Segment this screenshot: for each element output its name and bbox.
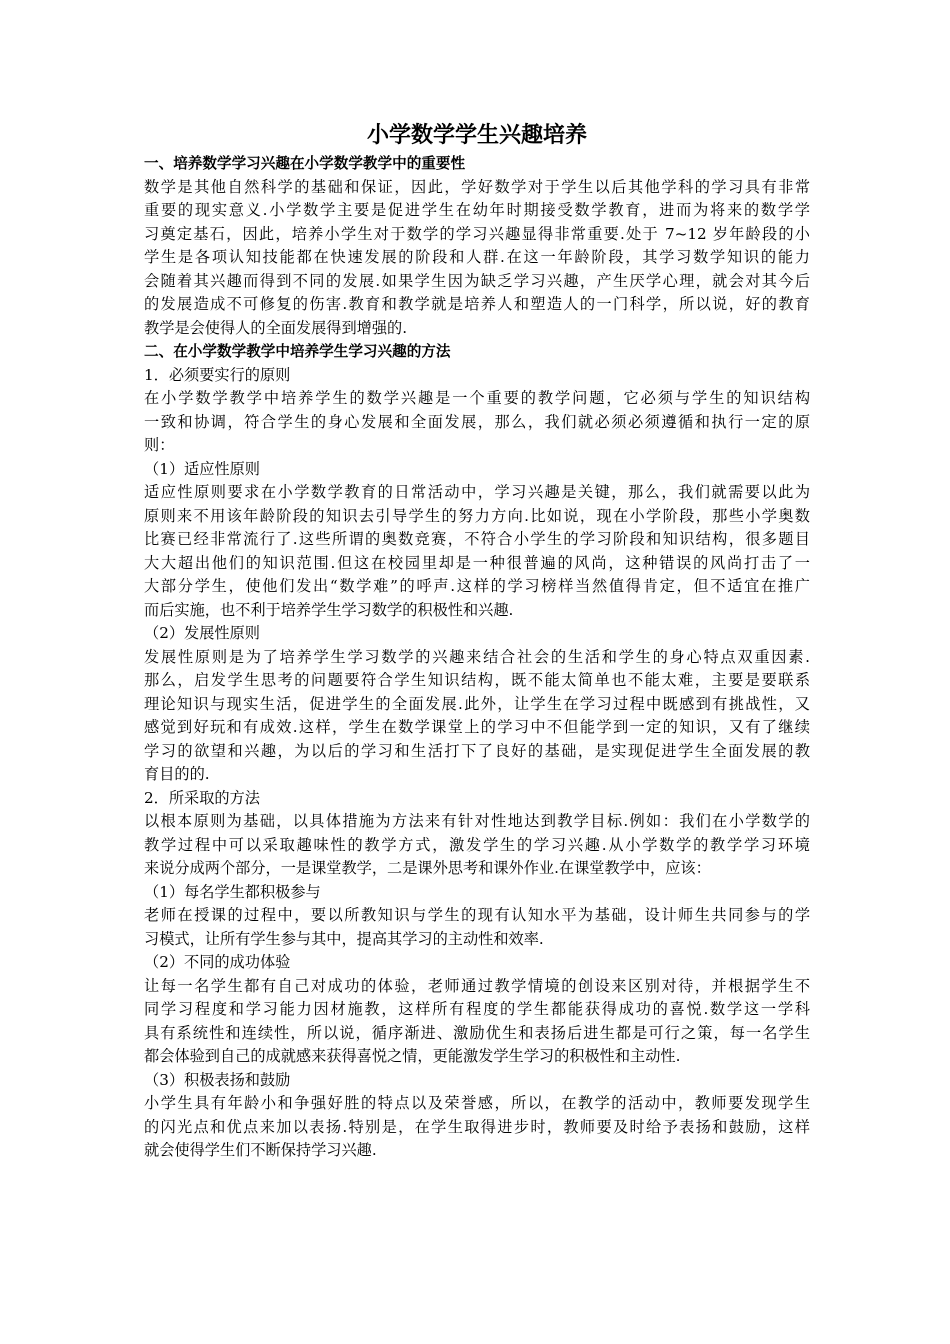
paragraph-line: 同学习程度和学习能力因材施教，这样所有程度的学生都能获得成功的喜悦.数学这一学科: [144, 1000, 810, 1018]
paragraph-line: 则：: [144, 436, 175, 454]
paragraph-line: 数学是其他自然科学的基础和保证，因此，学好数学对于学生以后其他学科的学习具有非常: [144, 177, 810, 196]
document-page: [144, 120, 810, 1163]
paragraph-line: 来说分成两个部分，一是课堂教学，二是课外思考和课外作业.在课堂教学中，应该：: [144, 859, 711, 877]
paragraph-line: 一致和协调，符合学生的身心发展和全面发展，那么，我们就必须必须遵循和执行一定的原: [144, 412, 810, 431]
item-heading-success-experience: （2）不同的成功体验: [144, 953, 291, 971]
paragraph-line: 老师在授课的过程中，要以所教知识与学生的现有认知水平为基础，设计师生共同参与的学: [144, 906, 810, 924]
item-heading-praise: （3）积极表扬和鼓励: [144, 1070, 291, 1089]
section-1-paragraph: [144, 176, 810, 341]
paragraph-line: 让每一名学生都有自己对成功的体验，老师通过教学情境的创设来区别对待，并根据学生不: [144, 976, 810, 995]
paragraph-line: 都会体验到自己的成就感来获得喜悦之情，更能激发学生学习的积极性和主动性.: [144, 1047, 681, 1065]
paragraph-line: 以根本原则为基础，以具体措施为方法来有针对性地达到教学目标.例如：我们在小学数学的: [144, 812, 810, 830]
section-2-heading: 二、在小学数学教学中培养学生学习兴趣的方法: [144, 343, 451, 360]
paragraph-line: 会随着其兴趣而得到不同的发展.如果学生因为缺乏学习兴趣，产生厌学心理，就会对其今后: [144, 271, 810, 290]
paragraph-line: 育目的的.: [144, 765, 210, 783]
paragraph-line: 大大超出他们的知识范围.但这在校园里却是一种很普遍的风尚，这种错误的风尚打击了一: [144, 553, 810, 572]
paragraph-line: 教学过程中可以采取趣味性的教学方式，激发学生的学习兴趣.从小学数学的教学学习环境: [144, 835, 810, 854]
paragraph-line: 感觉到好玩和有成效.这样，学生在数学课堂上的学习中不但能学到一定的知识，又有了继续: [144, 718, 810, 736]
item-paragraph-praise: [144, 1092, 810, 1163]
paragraph-line: 而后实施，也不利于培养学生学习数学的积极性和兴趣.: [144, 600, 514, 619]
paragraph-line: 大部分学生，使他们发出“数学难”的呼声.这样的学习榜样当然值得肯定，但不适宜在推广: [144, 577, 810, 595]
section-1-heading: 一、培养数学学习兴趣在小学数学教学中的重要性: [144, 155, 466, 172]
paragraph-line: 原则来不用该年龄阶段的知识去引导学生的努力方向.比如说，现在小学阶段，那些小学奥数: [144, 506, 810, 525]
item-paragraph-success-experience: [144, 975, 810, 1069]
paragraph-line: 具有系统性和连续性，所以说，循序渐进、激励优生和表扬后进生都是可行之策，每一名学生: [144, 1023, 810, 1042]
paragraph-line: 重要的现实意义.小学数学主要是促进学生在幼年时期接受数学教育，进而为将来的数学学: [144, 201, 810, 219]
paragraph-line: 那么，启发学生思考的问题要符合学生知识结构，既不能太简单也不能太难，主要是要联系: [144, 671, 810, 689]
item-paragraph-participation: [144, 904, 810, 951]
item-heading-participation: （1）每名学生都积极参与: [144, 882, 321, 901]
paragraph-line: 教学是会使得人的全面发展得到增强的.: [144, 318, 408, 337]
item-heading-adaptability: （1）适应性原则: [144, 459, 260, 478]
paragraph-line: 理论知识与现实生活，促进学生的全面发展.此外，让学生在学习过程中既感到有挑战性，又: [144, 694, 810, 713]
paragraph-line: 比赛已经非常流行了.这些所谓的奥数竞赛，不符合小学生的学习阶段和知识结构，很多题目: [144, 530, 810, 548]
paragraph-line: 在小学数学教学中培养学生的数学兴趣是一个重要的教学问题，它必须与学生的知识结构: [144, 389, 810, 407]
paragraph-line: 发展性原则是为了培养学生学习数学的兴趣来结合社会的生活和学生的身心特点双重因素.: [144, 647, 810, 666]
paragraph-line: 就会使得学生们不断保持学习兴趣.: [144, 1141, 377, 1159]
paragraph-line: 学习的欲望和兴趣，为以后的学习和生活打下了良好的基础，是实现促进学生全面发展的教: [144, 741, 810, 760]
paragraph-line: 学生是各项认知技能都在快速发展的阶段和人群.在这一年龄阶段，其学习数学知识的能力: [144, 248, 810, 266]
part-1-paragraph: [144, 387, 810, 458]
paragraph-line: 的发展造成不可修复的伤害.教育和教学就是培养人和塑造人的一门科学，所以说，好的教育: [144, 295, 810, 313]
paragraph-line: 的闪光点和优点来加以表扬.特别是，在学生取得进步时，教师要及时给予表扬和鼓励，这样: [144, 1117, 810, 1136]
paragraph-line: 习模式，让所有学生参与其中，提高其学习的主动性和效率.: [144, 929, 544, 948]
part-2-heading: 2．所采取的方法: [144, 788, 260, 807]
item-paragraph-adaptability: [144, 481, 810, 622]
document-title: 小学数学学生兴趣培养: [366, 123, 587, 148]
item-paragraph-development: [144, 646, 810, 787]
paragraph-line: 适应性原则要求在小学数学教育的日常活动中，学习兴趣是关键，那么，我们就需要以此为: [144, 483, 810, 501]
part-2-paragraph: [144, 810, 810, 881]
part-1-heading: 1．必须要实行的原则: [144, 365, 291, 384]
paragraph-line: 习奠定基石，因此，培养小学生对于数学的学习兴趣显得非常重要.处于 7~12 岁年龄段的小: [144, 224, 810, 243]
item-heading-development: （2）发展性原则: [144, 624, 260, 642]
paragraph-line: 小学生具有年龄小和争强好胜的特点以及荣誉感，所以，在教学的活动中，教师要发现学生: [144, 1094, 810, 1112]
